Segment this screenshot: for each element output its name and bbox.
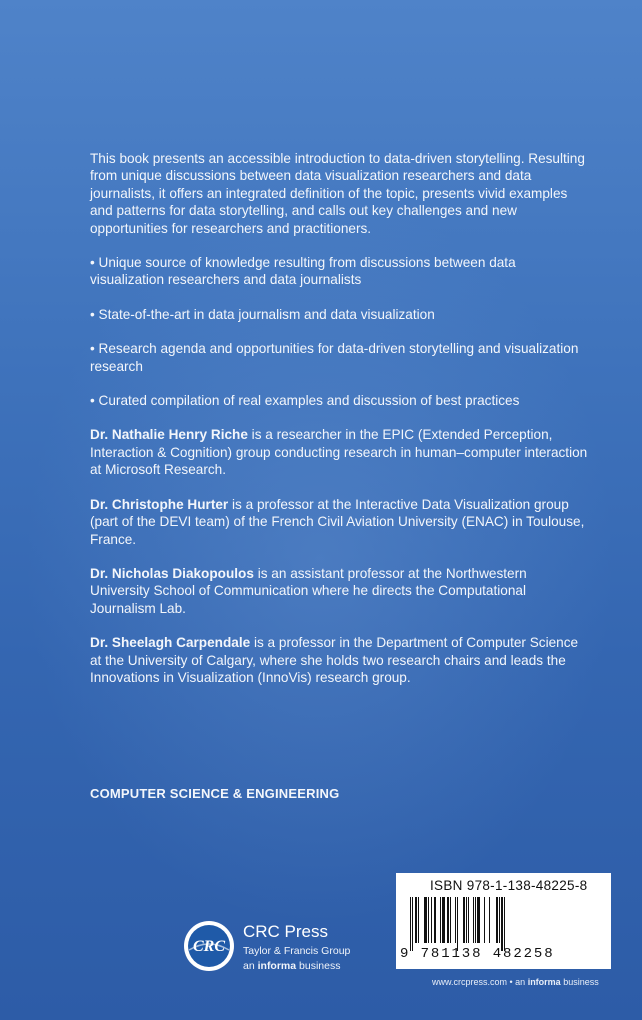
barcode-digits: 9 781138 482258 [400, 946, 555, 962]
author-name: Dr. Sheelagh Carpendale [90, 635, 251, 651]
isbn-barcode-box [396, 873, 611, 969]
author-bio [90, 565, 590, 617]
publisher-group: Taylor & Francis Group [243, 945, 351, 957]
isbn-label: ISBN 978-1-138-48225-8 [430, 878, 588, 893]
cover-text-block [90, 150, 590, 703]
author-description: is a professor at the Interactive Data Visualization group (part of the DEVI team) of the French Civil Aviation University (ENAC) in Toulouse, France. [90, 496, 585, 547]
publisher-website: www.crcpress.com • an informa business [432, 977, 599, 987]
crc-logo-icon [183, 920, 235, 972]
author-bio [90, 634, 590, 686]
author-description: is an assistant professor at the Northwestern University School of Communication where he directs the Computational Journalism Lab. [90, 565, 527, 616]
bullet-item: • Curated compilation of real examples and discussion of best practices [90, 393, 520, 409]
logo-text: CRC [192, 938, 226, 955]
subject-category: COMPUTER SCIENCE & ENGINEERING [90, 786, 340, 801]
bullet-item: • State-of-the-art in data journalism and data visualization [90, 306, 435, 322]
bullet-item: • Research agenda and opportunities for data-driven storytelling and visualization research [90, 341, 579, 374]
intro-paragraph: This book presents an accessible introduction to data-driven storytelling. Resulting from unique discussions between data visualization researchers and data journalists, it offers an integrated definition of the topic, presents vivid examples and patterns for data storytelling, and calls out key challenges and new opportunities for researchers and practitioners. [90, 151, 585, 236]
bullet-item: • Unique source of knowledge resulting from discussions between data visualization researchers and data journalists [90, 255, 516, 288]
author-description: is a researcher in the EPIC (Extended Perception, Interaction & Cognition) group conducting research in human–computer interaction at Microsoft Research. [90, 427, 588, 478]
author-description: is a professor in the Department of Computer Science at the University of Calgary, where she holds two research chairs and leads the Innovations in Visualization (InnoVis) research group. [90, 635, 579, 685]
author-name: Dr. Nathalie Henry Riche [90, 427, 248, 443]
author-name: Dr. Christophe Hurter [90, 496, 229, 512]
publisher-name: CRC Press [243, 922, 329, 941]
author-bio [90, 496, 590, 548]
publisher-tagline: an informa business [243, 960, 341, 972]
author-name: Dr. Nicholas Diakopoulos [90, 565, 254, 581]
publisher-block [183, 920, 383, 980]
barcode-icon [410, 897, 602, 951]
author-bio [90, 426, 590, 478]
